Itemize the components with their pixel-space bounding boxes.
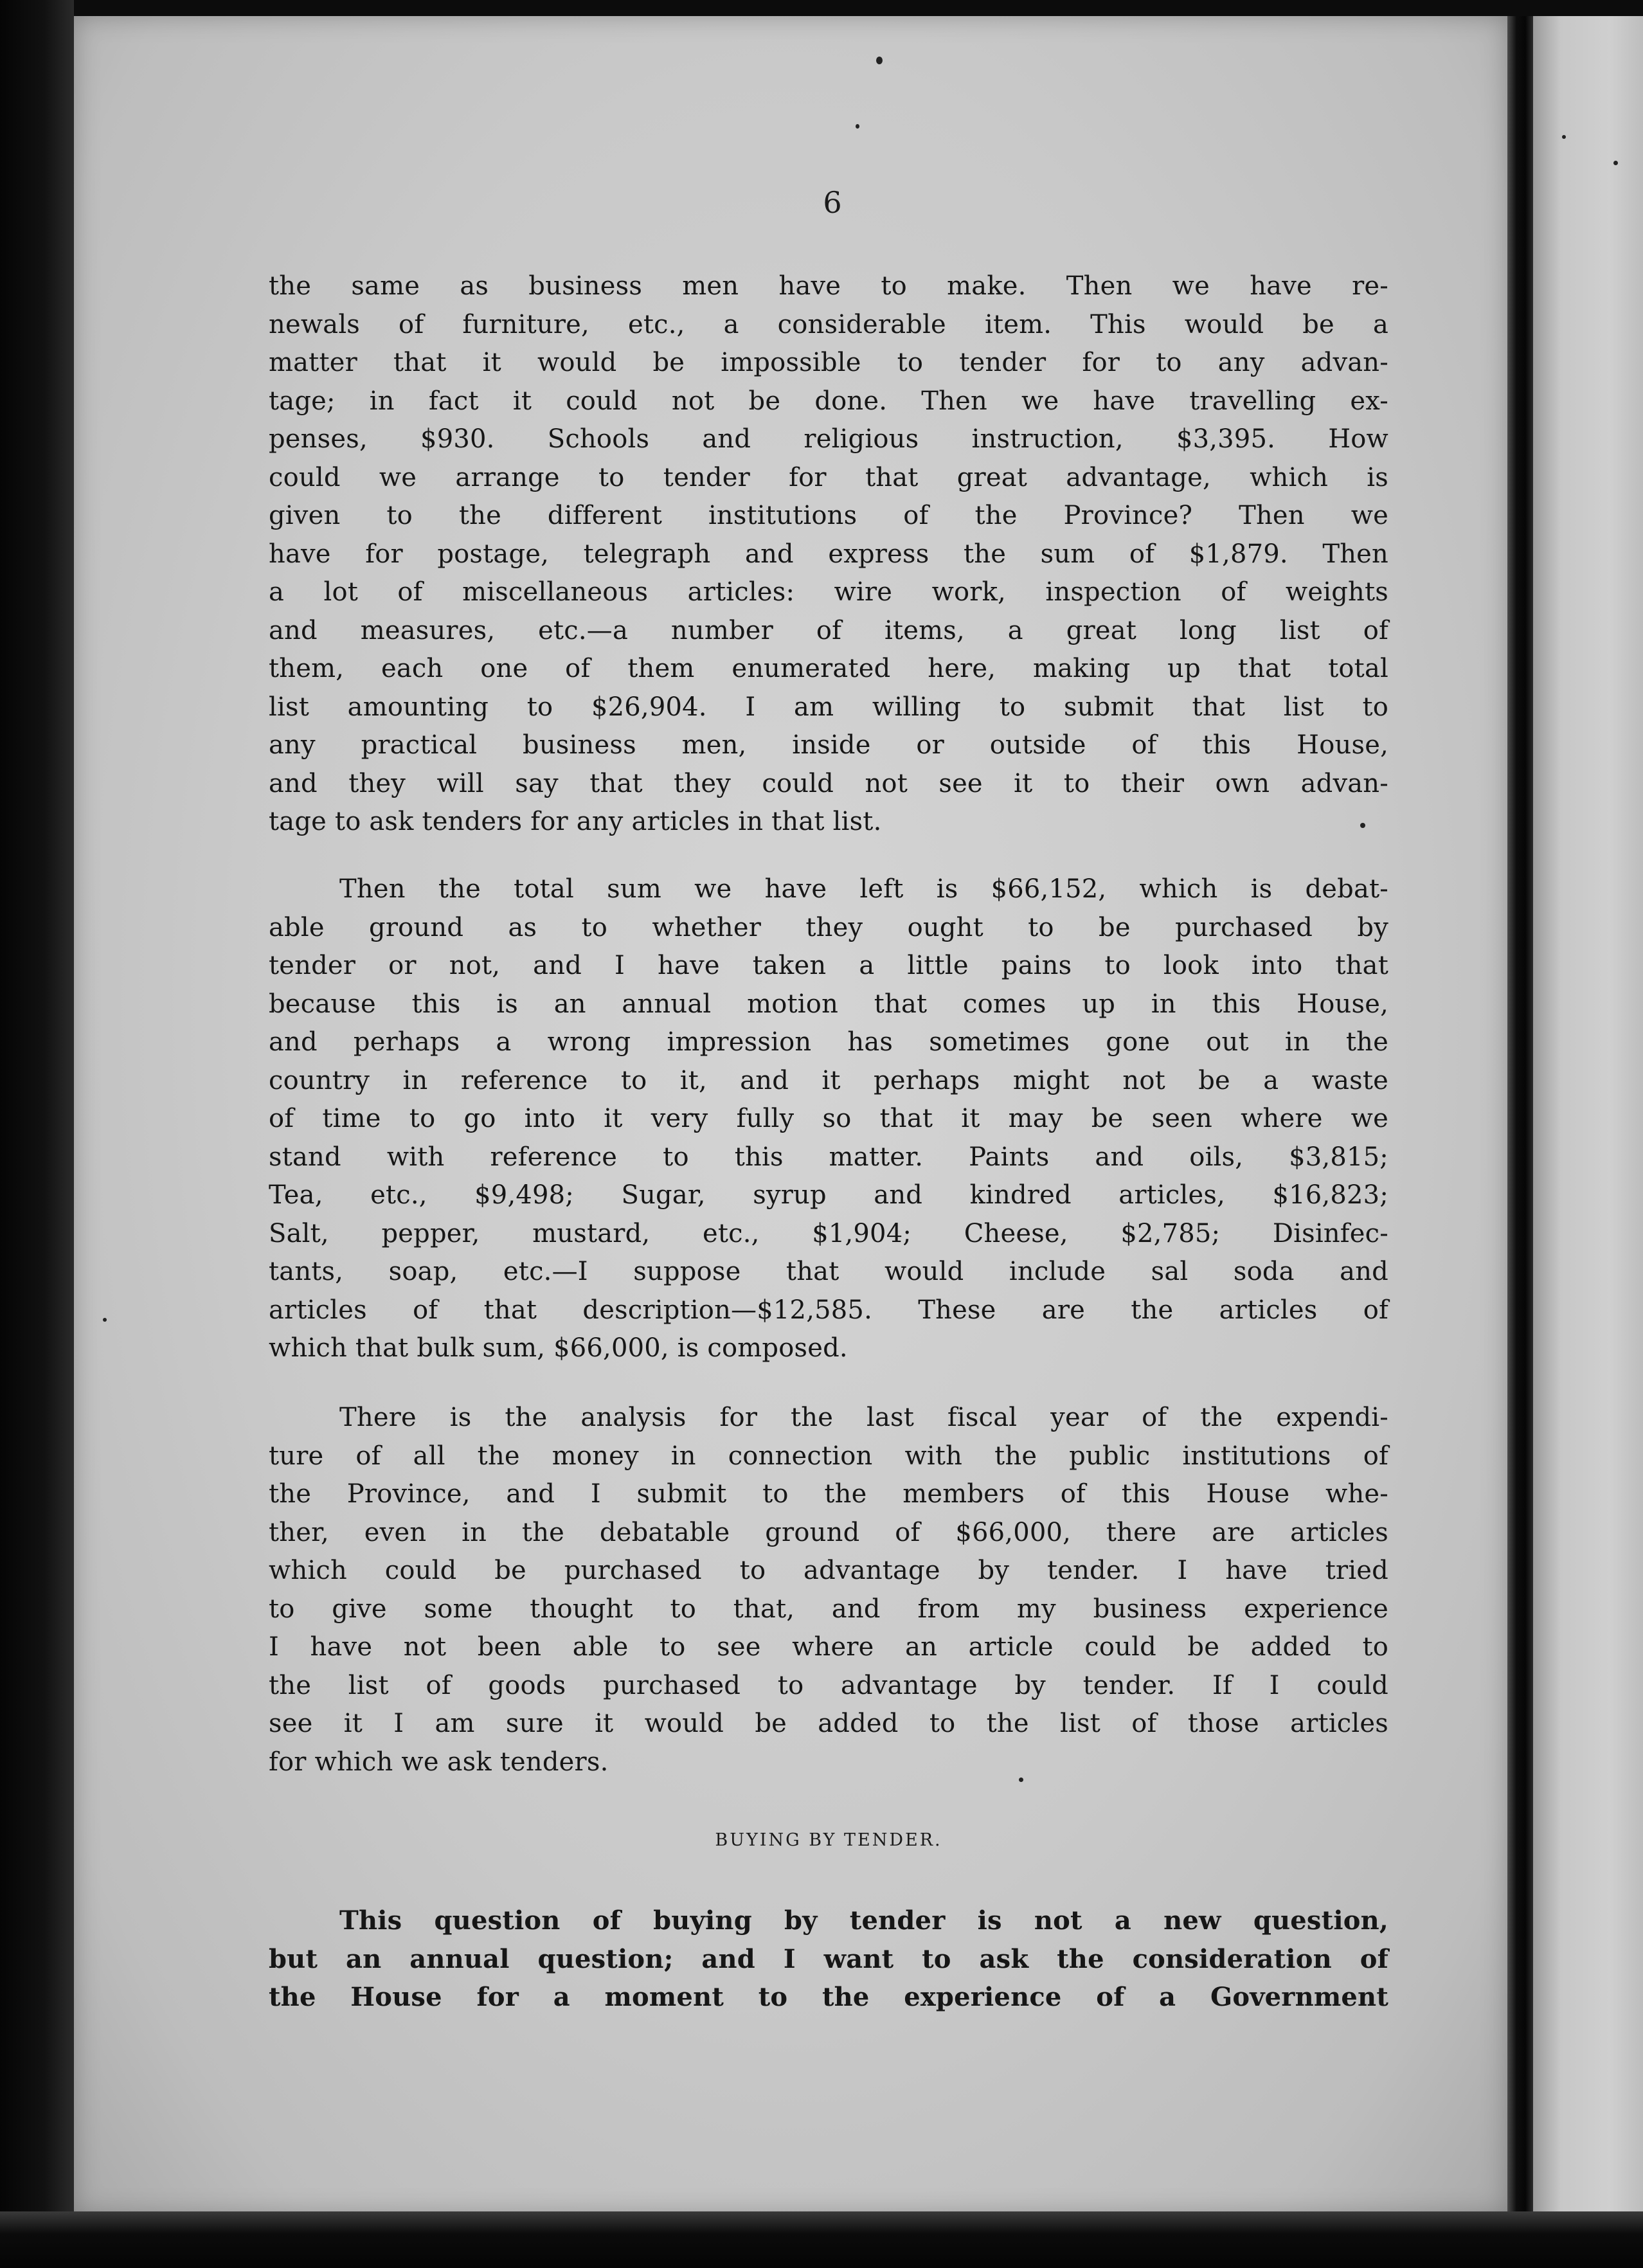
text-line: tage; in fact it could not be done. Then we have travelling ex-	[269, 386, 1388, 416]
text-line: given to the different institutions of the Province? Then we	[269, 501, 1388, 530]
dust-speck	[856, 124, 859, 129]
dust-speck	[1562, 135, 1566, 139]
text-line: Then the total sum we have left is $66,152, which is debat-	[339, 874, 1388, 904]
text-line: a lot of miscellaneous articles: wire work, inspection of weights	[269, 577, 1388, 607]
text-line: the Province, and I submit to the members of this House whe-	[269, 1479, 1388, 1509]
text-line: Salt, pepper, mustard, etc., $1,904; Cheese, $2,785; Disinfec-	[269, 1218, 1388, 1248]
text-line: penses, $930. Schools and religious instruction, $3,395. How	[269, 424, 1388, 454]
text-line: list amounting to $26,904. I am willing to submit that list to	[269, 692, 1388, 722]
text-line: matter that it would be impossible to tender for to any advan-	[269, 348, 1388, 377]
text-line: and perhaps a wrong impression has sometimes gone out in the	[269, 1027, 1388, 1057]
text-line: them, each one of them enumerated here, making up that total	[269, 654, 1388, 683]
text-line: the list of goods purchased to advantage by tender. If I could	[269, 1670, 1388, 1700]
text-line: could we arrange to tender for that great advantage, which is	[269, 462, 1388, 492]
text-line: I have not been able to see where an article could be added to	[269, 1632, 1388, 1662]
text-line: but an annual question; and I want to ask the consideration of	[269, 1943, 1388, 1974]
paragraph-1	[269, 267, 1388, 842]
text-line: stand with reference to this matter. Paints and oils, $3,815;	[269, 1142, 1388, 1172]
text-line: the House for a moment to the experience of a Government	[269, 1982, 1388, 2012]
text-line: tage to ask tenders for any articles in that list.	[269, 807, 882, 836]
paragraph-4	[269, 1902, 1388, 2017]
text-line: country in reference to it, and it perhaps might not be a waste	[269, 1065, 1388, 1095]
text-line: and they will say that they could not see it to their own advan-	[269, 768, 1388, 798]
text-line: and measures, etc.—a number of items, a great long list of	[269, 615, 1388, 645]
page-number: 6	[823, 185, 842, 220]
text-line: able ground as to whether they ought to be purchased by	[269, 912, 1388, 942]
text-line: ture of all the money in connection with the public institutions of	[269, 1441, 1388, 1471]
dust-speck	[103, 1318, 107, 1322]
text-line: Tea, etc., $9,498; Sugar, syrup and kindred articles, $16,823;	[269, 1180, 1388, 1210]
text-line: which could be purchased to advantage by tender. I have tried	[269, 1556, 1388, 1585]
paragraph-2	[269, 870, 1388, 1368]
scan-left-border	[0, 0, 74, 2268]
text-line: This question of buying by tender is not a new question,	[339, 1905, 1388, 1936]
text-line: There is the analysis for the last fiscal year of the expendi-	[339, 1403, 1388, 1432]
text-line: to give some thought to that, and from my business experience	[269, 1594, 1388, 1624]
text-line: ther, even in the debatable ground of $66,000, there are articles	[269, 1517, 1388, 1547]
section-heading: BUYING BY TENDER.	[715, 1830, 942, 1850]
text-line: see it I am sure it would be added to the list of those articles	[269, 1709, 1388, 1738]
dust-speck	[876, 57, 883, 64]
dust-speck	[1613, 161, 1618, 165]
text-line: the same as business men have to make. Then we have re-	[269, 271, 1388, 301]
text-line: because this is an annual motion that comes up in this House,	[269, 989, 1388, 1019]
paragraph-3	[269, 1399, 1388, 1781]
text-line: articles of that description—$12,585. These are the articles of	[269, 1295, 1388, 1325]
text-line: any practical business men, inside or outside of this House,	[269, 730, 1388, 760]
adjacent-page-edge	[1533, 16, 1643, 2215]
scan-bottom-border	[0, 2211, 1643, 2268]
text-line: for which we ask tenders.	[269, 1747, 609, 1777]
text-line: newals of furniture, etc., a considerable item. This would be a	[269, 309, 1388, 339]
text-line: tender or not, and I have taken a little pains to look into that	[269, 951, 1388, 980]
text-line: tants, soap, etc.—I suppose that would include sal soda and	[269, 1257, 1388, 1286]
text-line: of time to go into it very fully so that it may be seen where we	[269, 1104, 1388, 1133]
text-line: have for postage, telegraph and express the sum of $1,879. Then	[269, 539, 1388, 569]
text-line: which that bulk sum, $66,000, is composed.	[269, 1333, 848, 1363]
binding-shadow	[1507, 16, 1533, 2215]
